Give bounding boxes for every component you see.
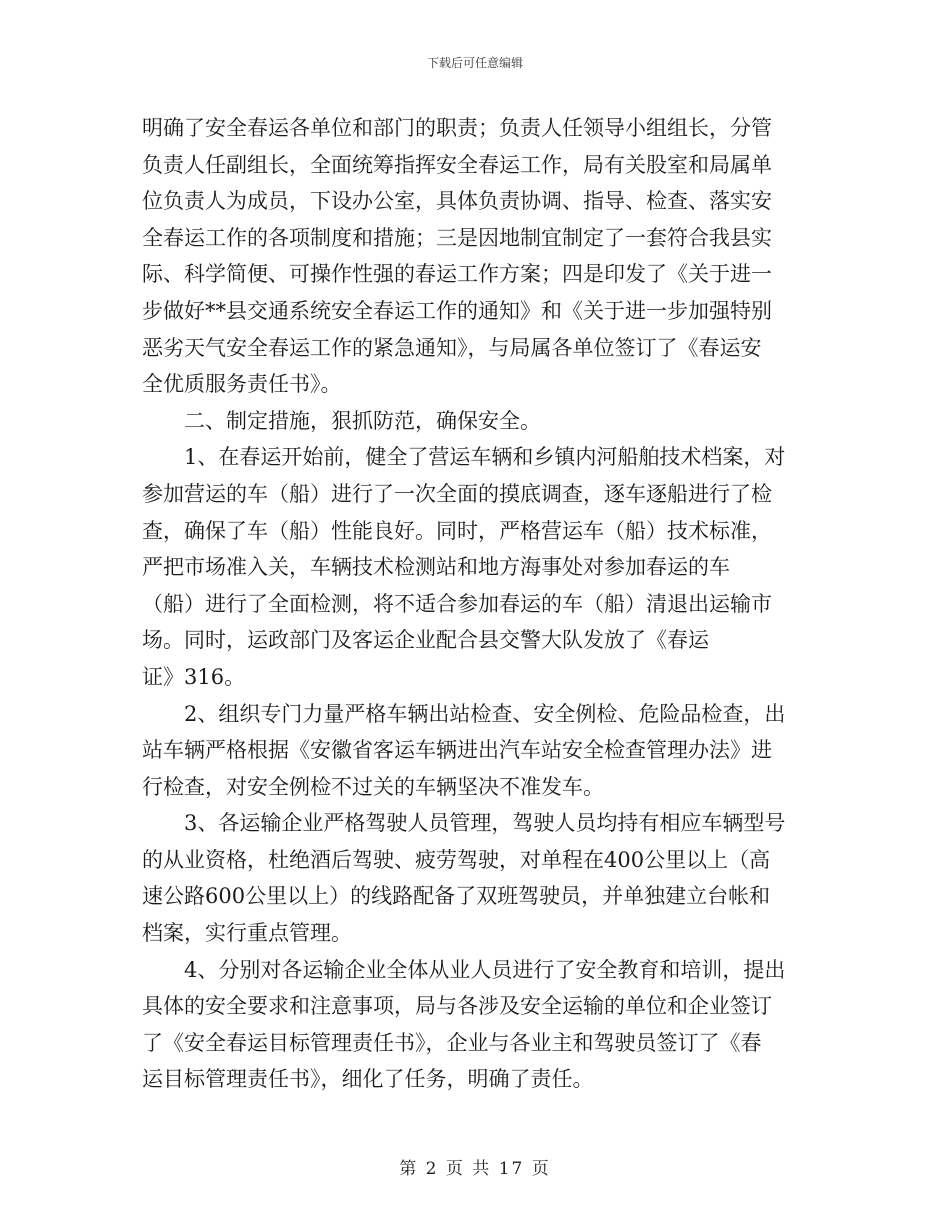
text-line: 参加营运的车（船）进行了一次全面的摸底调查，逐车逐船进行了检: [142, 481, 772, 506]
text-line: 恶劣天气安全春运工作的紧急通知》，与局属各单位签订了《春运安: [142, 335, 762, 360]
text-line: 位负责人为成员，下设办公室，具体负责协调、指导、检查、落实安: [142, 189, 772, 214]
text-line: 了《安全春运目标管理责任书》，企业与各业主和驾驶员签订了《春: [142, 1030, 762, 1055]
page-number: 第 2 页 共 17 页: [399, 1159, 551, 1179]
paragraph-start: 1、在春运开始前，健全了营运车辆和乡镇内河船舶技术档案，对: [184, 445, 786, 470]
text-line: 明确了安全春运各单位和部门的职责；负责人任领导小组组长，分管: [142, 116, 772, 140]
text-line: 行检查，对安全例检不过关的车辆坚决不准发车。: [142, 774, 604, 799]
text-line: 站车辆严格根据《安徽省客运车辆进出汽车站安全检查管理办法》进: [142, 738, 772, 763]
text-line: 全春运工作的各项制度和措施；三是因地制宜制定了一套符合我县实: [142, 225, 772, 250]
text-line: 场。同时，运政部门及客运企业配合县交警大队发放了《春运: [142, 628, 709, 653]
section-heading: 二、制定措施，狠抓防范，确保安全。: [184, 408, 541, 433]
text-line: 际、科学简便、可操作性强的春运工作方案；四是印发了《关于进一: [142, 262, 772, 287]
paragraph-start: 2、组织专门力量严格车辆出站检查、安全例检、危险品检查，出: [184, 701, 786, 726]
text-line: 档案，实行重点管理。: [142, 921, 352, 946]
text-line: 负责人任副组长，全面统筹指挥安全春运工作，局有关股室和局属单: [142, 152, 772, 177]
text-line: 全优质服务责任书》。: [142, 372, 342, 397]
text-line: 证》316。: [142, 664, 246, 689]
text-line: 速公路600公里以上）的线路配备了双班驾驶员，并单独建立台帐和: [142, 884, 771, 909]
text-line: 具体的安全要求和注意事项，局与各涉及安全运输的单位和企业签订: [142, 994, 772, 1019]
text-line: 查，确保了车（船）性能良好。同时，严格营运车（船）技术标准，: [142, 518, 772, 543]
page-header: 下载后可任意编辑: [426, 56, 523, 70]
document-body: [142, 110, 814, 1098]
paragraph-start: 4、分别对各运输企业全体从业人员进行了安全教育和培训，提出: [184, 957, 786, 982]
text-line: 运目标管理责任书》，细化了任务，明确了责任。: [142, 1067, 594, 1092]
paragraph-start: 3、各运输企业严格驾驶人员管理，驾驶人员均持有相应车辆型号: [184, 811, 786, 836]
text-line: 步做好**县交通系统安全春运工作的通知》和《关于进一步加强特别: [142, 298, 772, 323]
text-line: （船）进行了全面检测，将不适合参加春运的车（船）清退出运输市: [142, 591, 772, 616]
text-line: 的从业资格，杜绝酒后驾驶、疲劳驾驶，对单程在400公里以上（高: [142, 847, 771, 872]
text-line: 严把市场准入关，车辆技术检测站和地方海事处对参加春运的车: [142, 555, 730, 580]
